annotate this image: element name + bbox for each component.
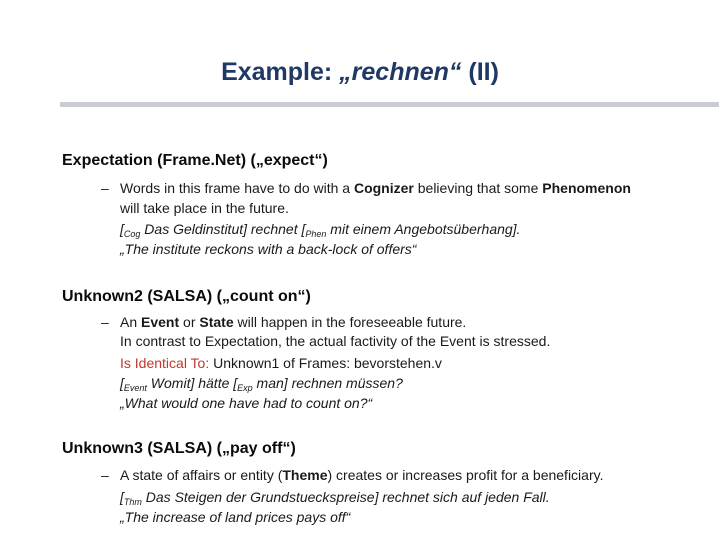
frame-definition-cont: will take place in the future. <box>120 200 289 216</box>
title-word: „rechnen“ <box>339 58 462 86</box>
title-suffix: (II) <box>461 58 499 86</box>
title-divider <box>60 102 719 107</box>
frame-relation: Is Identical To: Unknown1 of Frames: bevorstehen.v <box>120 355 442 371</box>
section-heading-unknown3: Unknown3 (SALSA) („pay off“) <box>62 440 296 457</box>
bullet-dash: – <box>101 314 109 330</box>
example-sentence: [$_{Event}$ Womit] hätte [$_{Exp}$ man] rechnen müssen? <box>120 375 403 393</box>
bullet-dash: – <box>101 180 109 196</box>
example-gloss: „The increase of land prices pays off“ <box>120 509 351 525</box>
section-heading-unknown2: Unknown2 (SALSA) („count on“) <box>62 288 311 305</box>
bullet-dash: – <box>101 467 109 483</box>
title-prefix: Example: <box>221 58 340 86</box>
section-heading-expectation: Expectation (Frame.Net) („expect“) <box>62 152 328 169</box>
example-sentence: [$_{Cog}$ Das Geldinstitut] rechnet [$_{Phen}$ mit einem Angebotsüberhang]. <box>120 221 521 239</box>
frame-definition: An Event or State will happen in the foreseeable future. <box>120 314 467 330</box>
example-gloss: „What would one have had to count on?“ <box>120 395 373 411</box>
frame-definition-cont: In contrast to Expectation, the actual factivity of the Event is stressed. <box>120 333 551 349</box>
frame-definition: Words in this frame have to do with a Cognizer believing that some Phenomenon <box>120 180 631 196</box>
slide-title <box>0 58 720 87</box>
example-sentence: [$_{Thm}$ Das Steigen der Grundstueckspreise] rechnet sich auf jeden Fall. <box>120 489 550 507</box>
example-gloss: „The institute reckons with a back-lock of offers“ <box>120 241 417 257</box>
frame-definition: A state of affairs or entity (Theme) creates or increases profit for a beneficiary. <box>120 467 604 483</box>
